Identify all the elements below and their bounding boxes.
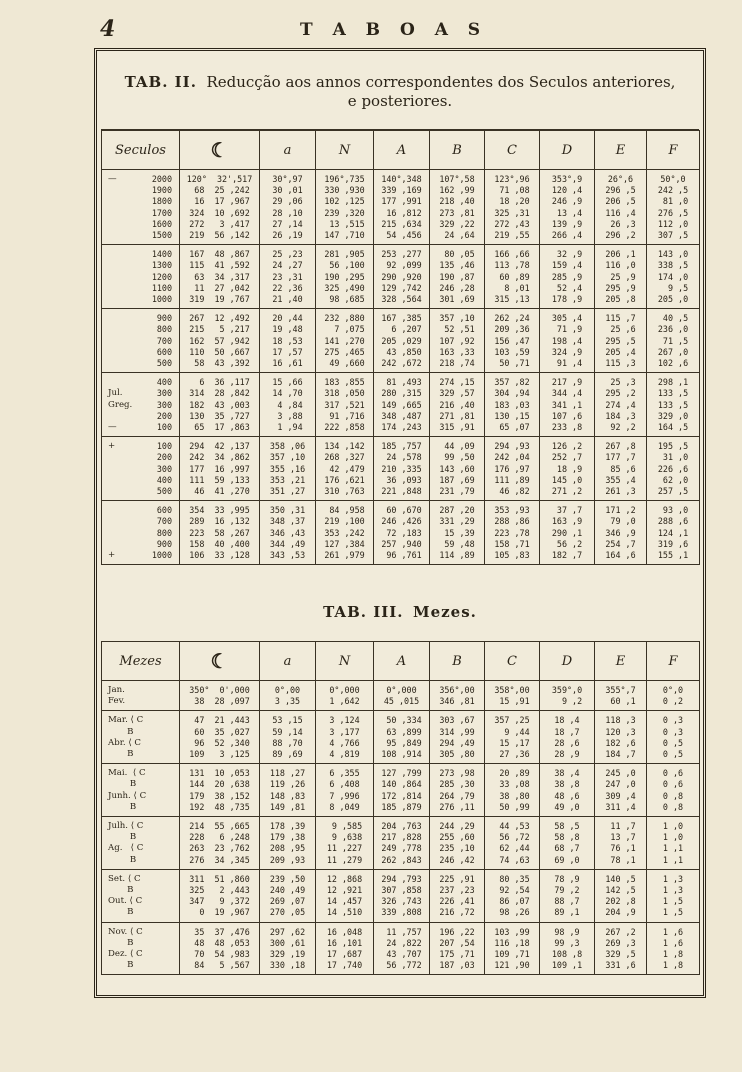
- tab3-cell: 9 ,585 9 ,638 11 ,227 11 ,279: [316, 817, 374, 870]
- tab2-cell: 206 ,1 116 ,0 25 ,9 295 ,9 205 ,8: [595, 245, 647, 309]
- tab3-cell: 58 ,5 58 ,8 68 ,7 69 ,0: [540, 817, 595, 870]
- tab3-cell: 12 ,868 12 ,921 14 ,457 14 ,510: [316, 869, 374, 922]
- tab3-cell: 35 37 ,476 48 48 ,053 70 54 ,983 84 5 ,567: [180, 922, 260, 975]
- tab2-cell: 281 ,905 56 ,100 190 ,295 325 ,490 98 ,685: [316, 245, 374, 309]
- tab2-cell: 126 ,2 252 ,7 18 ,9 145 ,0 271 ,2: [540, 437, 595, 501]
- running-header: T A B O A S: [300, 20, 488, 40]
- tab3-cell: 47 21 ,443 60 35 ,027 96 52 ,340 109 3 ,125: [180, 711, 260, 764]
- tab3-cell: 196 ,22 207 ,54 175 ,71 187 ,03: [430, 922, 485, 975]
- tab2-cell: 107°,58 162 ,99 218 ,40 273 ,81 329 ,22 24 ,64: [430, 170, 485, 245]
- tab3-cell: 0°,000 45 ,015: [374, 681, 430, 711]
- tab2-cell: 298 ,1 133 ,5 133 ,5 329 ,0 164 ,5: [647, 373, 700, 437]
- tab3-row-label: Nov. ⟨ C B Dez. ⟨ C B: [102, 922, 180, 975]
- tab3-cell: 131 10 ,053 144 20 ,638 179 38 ,152 192 48 ,735: [180, 764, 260, 817]
- tab3-cell: 303 ,67 314 ,99 294 ,49 305 ,80: [430, 711, 485, 764]
- tab2-cell: 217 ,9 344 ,4 341 ,1 107 ,6 233 ,8: [540, 373, 595, 437]
- tab2-cell: 232 ,880 7 ,075 141 ,270 275 ,465 49 ,660: [316, 309, 374, 373]
- tab3-row-group: [102, 817, 700, 870]
- tab2-cell: 25 ,23 24 ,27 23 ,31 22 ,36 21 ,40: [260, 245, 316, 309]
- tab3-cell: 0 ,3 0 ,3 0 ,5 0 ,5: [647, 711, 700, 764]
- tab2-cell: 80 ,05 135 ,46 190 ,87 246 ,28 301 ,69: [430, 245, 485, 309]
- tab3-cell: 214 55 ,665 228 6 ,248 263 23 ,762 276 34 ,345: [180, 817, 260, 870]
- tab2-col-header: E: [595, 131, 647, 170]
- years: 600 700 800 900 1000: [151, 505, 172, 561]
- tab2-col-header: Seculos: [102, 131, 180, 170]
- tab2-label: TAB. II.: [124, 73, 197, 91]
- tab3-cell: 1 ,6 1 ,6 1 ,8 1 ,8: [647, 922, 700, 975]
- tab3-row-group: [102, 681, 700, 711]
- tab3-cell: 53 ,15 59 ,14 88 ,70 89 ,69: [260, 711, 316, 764]
- years: 400 300 300 200 100: [156, 377, 172, 433]
- tab3-cell: 3 ,124 3 ,177 4 ,766 4 ,819: [316, 711, 374, 764]
- tab2-row-group: [102, 501, 700, 565]
- tab3-cell: 11 ,757 24 ,822 43 ,707 56 ,772: [374, 922, 430, 975]
- tab2-col-header: B: [430, 131, 485, 170]
- tab2-cell: 195 ,5 31 ,0 226 ,6 62 ,0 257 ,5: [647, 437, 700, 501]
- tab2-cell: 50°,0 242 ,5 81 ,0 276 ,5 112 ,0 307 ,5: [647, 170, 700, 245]
- tab3-col-header: ☾: [180, 642, 260, 681]
- era-label: +: [108, 550, 116, 561]
- tab2-col-header: A: [374, 131, 430, 170]
- tab3-cell: 103 ,99 116 ,18 109 ,71 121 ,90: [485, 922, 540, 975]
- tab3-col-header: A: [374, 642, 430, 681]
- tab3-cell: 0°,0 0 ,2: [647, 681, 700, 711]
- tab2-cell: 30°,97 30 ,01 29 ,06 28 ,10 27 ,14 26 ,19: [260, 170, 316, 245]
- tab3-cell: 294 ,793 307 ,858 326 ,743 339 ,808: [374, 869, 430, 922]
- tab3-cell: 0°,000 1 ,642: [316, 681, 374, 711]
- tab2-cell: 294 42 ,137 242 34 ,862 177 16 ,997 111 59 ,133 46 41 ,270: [180, 437, 260, 501]
- tab2-row-label: [102, 373, 180, 437]
- tab2-cell: 81 ,493 280 ,315 149 ,665 348 ,487 174 ,243: [374, 373, 430, 437]
- tab2-cell: 60 ,670 246 ,426 72 ,183 257 ,940 96 ,761: [374, 501, 430, 565]
- tab3-row-group: [102, 764, 700, 817]
- tab3-col-header: B: [430, 642, 485, 681]
- tab2-cell: 20 ,44 19 ,48 18 ,53 17 ,57 16 ,61: [260, 309, 316, 373]
- tab2-cell: 305 ,4 71 ,9 198 ,4 324 ,9 91 ,4: [540, 309, 595, 373]
- tab3-row-label: Mai. ⟨ C B Junh. ⟨ C B: [102, 764, 180, 817]
- tab2-row-group: [102, 245, 700, 309]
- tab3-row-label: Julh. ⟨ C B Ag. ⟨ C B: [102, 817, 180, 870]
- tab3-cell: 311 51 ,860 325 2 ,443 347 9 ,372 0 19 ,967: [180, 869, 260, 922]
- tab2-cell: 40 ,5 236 ,0 71 ,5 267 ,0 102 ,6: [647, 309, 700, 373]
- tab2-row-group: [102, 373, 700, 437]
- tab3-title: [97, 603, 703, 622]
- tab2-title: [97, 73, 703, 111]
- tab2-cell: 294 ,93 242 ,04 176 ,97 111 ,89 46 ,82: [485, 437, 540, 501]
- tab3-col-header: N: [316, 642, 374, 681]
- tab3-cell: 1 ,3 1 ,3 1 ,5 1 ,5: [647, 869, 700, 922]
- tab3-col-header: D: [540, 642, 595, 681]
- tab2-cell: 134 ,142 268 ,327 42 ,479 176 ,621 310 ,763: [316, 437, 374, 501]
- tab3-row-label: Jan. Fev.: [102, 681, 180, 711]
- tab2-cell: 115 ,7 25 ,6 295 ,5 205 ,4 115 ,3: [595, 309, 647, 373]
- tab3-col-header: F: [647, 642, 700, 681]
- tab3-cell: 80 ,35 92 ,54 86 ,07 98 ,26: [485, 869, 540, 922]
- tab3-cell: 0°,00 3 ,35: [260, 681, 316, 711]
- tab2-cell: 350 ,31 348 ,37 346 ,43 344 ,49 343 ,53: [260, 501, 316, 565]
- tab2-cell: 353 ,93 288 ,86 223 ,78 158 ,71 105 ,83: [485, 501, 540, 565]
- years: 1400 1300 1200 1100 1000: [151, 249, 172, 305]
- tab2-row-label: [102, 309, 180, 373]
- tab2-cell: 166 ,66 113 ,78 60 ,89 8 ,01 315 ,13: [485, 245, 540, 309]
- tab3-cell: 273 ,98 285 ,30 264 ,79 276 ,11: [430, 764, 485, 817]
- tab3-cell: 357 ,25 9 ,44 15 ,17 27 ,36: [485, 711, 540, 764]
- tab3-cell: 98 ,9 99 ,3 108 ,8 109 ,1: [540, 922, 595, 975]
- tab2-cell: 120° 32',517 68 25 ,242 16 17 ,967 324 10 ,692 272 3 ,417 219 56 ,142: [180, 170, 260, 245]
- tab2-col-header: N: [316, 131, 374, 170]
- tab2-cell: 171 ,2 79 ,0 346 ,9 254 ,7 164 ,6: [595, 501, 647, 565]
- tab2-row-label: [102, 501, 180, 565]
- tab3-col-header: a: [260, 642, 316, 681]
- years: 100 200 300 400 500: [156, 441, 172, 497]
- tab3-cell: 127 ,799 140 ,864 172 ,814 185 ,879: [374, 764, 430, 817]
- tab3-row-group: [102, 869, 700, 922]
- tab2-title-line2: e posteriores.: [347, 92, 453, 110]
- tab3-cell: 18 ,4 18 ,7 28 ,6 28 ,9: [540, 711, 595, 764]
- tab3-header-row: [102, 642, 700, 681]
- tab3-cell: 245 ,0 247 ,0 309 ,4 311 ,4: [595, 764, 647, 817]
- tab2-cell: 6 36 ,117 314 28 ,842 182 43 ,003 130 35 ,727 65 17 ,863: [180, 373, 260, 437]
- tab3-col-header: Mezes: [102, 642, 180, 681]
- tab3-cell: 297 ,62 300 ,61 329 ,19 330 ,18: [260, 922, 316, 975]
- tab3-label: TAB. III.: [323, 603, 404, 621]
- tab2-cell: 253 ,277 92 ,099 290 ,920 129 ,742 328 ,564: [374, 245, 430, 309]
- era-label: Jul. Greg. —: [108, 388, 133, 433]
- tab3-cell: 358°,00 15 ,91: [485, 681, 540, 711]
- tab3-cell: 118 ,27 119 ,26 148 ,83 149 ,81: [260, 764, 316, 817]
- tab2-cell: 183 ,855 318 ,050 317 ,521 91 ,716 222 ,858: [316, 373, 374, 437]
- tab3-row-group: [102, 922, 700, 975]
- tab3-cell: 118 ,3 120 ,3 182 ,6 184 ,7: [595, 711, 647, 764]
- tab2-row-label: [102, 170, 180, 245]
- tab2-cell: 262 ,24 209 ,36 156 ,47 103 ,59 50 ,71: [485, 309, 540, 373]
- tab3-title-text: Mezes.: [413, 603, 477, 621]
- tab2-col-header: C: [485, 131, 540, 170]
- tab3-cell: 78 ,9 79 ,2 88 ,7 89 ,1: [540, 869, 595, 922]
- page-number: 4: [100, 16, 116, 42]
- tab3-cell: 239 ,50 240 ,49 269 ,07 270 ,05: [260, 869, 316, 922]
- tab2-cell: 357 ,10 52 ,51 107 ,92 163 ,33 218 ,74: [430, 309, 485, 373]
- tab2-cell: 93 ,0 288 ,6 124 ,1 319 ,6 155 ,1: [647, 501, 700, 565]
- tab2-cell: 354 33 ,995 289 16 ,132 223 58 ,267 158 40 ,400 106 33 ,128: [180, 501, 260, 565]
- tab2-row-label: [102, 437, 180, 501]
- tab2-cell: 26°,6 296 ,5 206 ,5 116 ,4 26 ,3 296 ,2: [595, 170, 647, 245]
- tab2-cell: 358 ,06 357 ,10 355 ,16 353 ,21 351 ,27: [260, 437, 316, 501]
- tab2-row-group: [102, 309, 700, 373]
- tab3-cell: 38 ,4 38 ,8 48 ,6 49 ,0: [540, 764, 595, 817]
- tab3-cell: 204 ,763 217 ,828 249 ,778 262 ,843: [374, 817, 430, 870]
- tab3-cell: 178 ,39 179 ,38 208 ,95 209 ,93: [260, 817, 316, 870]
- tab2-cell: 140°,348 339 ,169 177 ,991 16 ,812 215 ,634 54 ,456: [374, 170, 430, 245]
- era-label: +: [108, 441, 116, 452]
- tab3-cell: 359°,0 9 ,2: [540, 681, 595, 711]
- tab3-row-label: Set. ⟨ C B Out. ⟨ C B: [102, 869, 180, 922]
- tab2-cell: 37 ,7 163 ,9 290 ,1 56 ,2 182 ,7: [540, 501, 595, 565]
- tab2-cell: 167 48 ,867 115 41 ,592 63 34 ,317 11 27 ,042 319 19 ,767: [180, 245, 260, 309]
- tab2-col-header: a: [260, 131, 316, 170]
- tab2-cell: 15 ,66 14 ,70 4 ,84 3 ,88 1 ,94: [260, 373, 316, 437]
- tab2-col-header: F: [647, 131, 700, 170]
- tab3-table: [101, 641, 700, 975]
- tab2-row-group: [102, 170, 700, 245]
- tab2-cell: 44 ,09 99 ,50 143 ,60 187 ,69 231 ,79: [430, 437, 485, 501]
- table-frame: [94, 48, 706, 998]
- tab2-col-header: ☾: [180, 131, 260, 170]
- tab3-cell: 50 ,334 63 ,899 95 ,849 108 ,914: [374, 711, 430, 764]
- tab3-cell: 355°,7 60 ,1: [595, 681, 647, 711]
- era-label: [108, 249, 138, 294]
- years: 900 800 700 600 500: [156, 313, 172, 369]
- era-label: —: [108, 174, 117, 184]
- tab2-cell: 123°,96 71 ,08 18 ,20 325 ,31 272 ,43 219 ,55: [485, 170, 540, 245]
- tab2-cell: 32 ,9 159 ,4 285 ,9 52 ,4 178 ,9: [540, 245, 595, 309]
- tab3-col-header: E: [595, 642, 647, 681]
- tab2-cell: 25 ,3 295 ,2 274 ,4 184 ,3 92 ,2: [595, 373, 647, 437]
- tab3-cell: 16 ,048 16 ,101 17 ,687 17 ,740: [316, 922, 374, 975]
- tab3-cell: 20 ,89 33 ,08 38 ,80 50 ,99: [485, 764, 540, 817]
- tab3-cell: 244 ,29 255 ,60 235 ,10 246 ,42: [430, 817, 485, 870]
- tab3-cell: 44 ,53 56 ,72 62 ,44 74 ,63: [485, 817, 540, 870]
- tab2-cell: 357 ,82 304 ,94 183 ,03 130 ,15 65 ,07: [485, 373, 540, 437]
- tab3-cell: 0 ,6 0 ,6 0 ,8 0 ,8: [647, 764, 700, 817]
- tab3-cell: 356°,00 346 ,81: [430, 681, 485, 711]
- tab3-cell: 140 ,5 142 ,5 202 ,8 204 ,9: [595, 869, 647, 922]
- tab2-cell: 84 ,958 219 ,100 353 ,242 127 ,384 261 ,979: [316, 501, 374, 565]
- tab2-header-row: [102, 131, 700, 170]
- tab2-cell: 287 ,20 331 ,29 15 ,39 59 ,48 114 ,89: [430, 501, 485, 565]
- era-label: [108, 313, 138, 358]
- tab3-cell: 225 ,91 237 ,23 226 ,41 216 ,72: [430, 869, 485, 922]
- tab3-cell: 6 ,355 6 ,408 7 ,996 8 ,049: [316, 764, 374, 817]
- tab3-row-group: [102, 711, 700, 764]
- years: 2000 1900 1800 1700 1600 1500: [151, 174, 172, 241]
- tab2-title-line1: Reducção aos annos correspondentes dos Seculos anteriores,: [206, 73, 676, 91]
- tab2-cell: 143 ,0 338 ,5 174 ,0 9 ,5 205 ,0: [647, 245, 700, 309]
- tab2-cell: 353°,9 120 ,4 246 ,9 13 ,4 139 ,9 266 ,4: [540, 170, 595, 245]
- tab2-cell: 196°,735 330 ,930 102 ,125 239 ,320 13 ,515 147 ,710: [316, 170, 374, 245]
- tab3-cell: 267 ,2 269 ,3 329 ,5 331 ,6: [595, 922, 647, 975]
- tab2-row-group: [102, 437, 700, 501]
- tab3-cell: 1 ,0 1 ,0 1 ,1 1 ,1: [647, 817, 700, 870]
- tab2-cell: 185 ,757 24 ,578 210 ,335 36 ,093 221 ,848: [374, 437, 430, 501]
- tab3-cell: 11 ,7 13 ,7 76 ,1 78 ,1: [595, 817, 647, 870]
- tab2-cell: 267 12 ,492 215 5 ,217 162 57 ,942 110 50 ,667 58 43 ,392: [180, 309, 260, 373]
- tab2-cell: 267 ,8 177 ,7 85 ,6 355 ,4 261 ,3: [595, 437, 647, 501]
- tab2-cell: 274 ,15 329 ,57 216 ,40 271 ,81 315 ,91: [430, 373, 485, 437]
- tab3-col-header: C: [485, 642, 540, 681]
- tab2-table: [101, 130, 700, 565]
- tab2-row-label: [102, 245, 180, 309]
- tab2-col-header: D: [540, 131, 595, 170]
- tab3-cell: 350° 0',000 38 28 ,097: [180, 681, 260, 711]
- tab2-cell: 167 ,385 6 ,207 205 ,029 43 ,850 242 ,672: [374, 309, 430, 373]
- tab3-row-label: Mar. ⟨ C B Abr. ⟨ C B: [102, 711, 180, 764]
